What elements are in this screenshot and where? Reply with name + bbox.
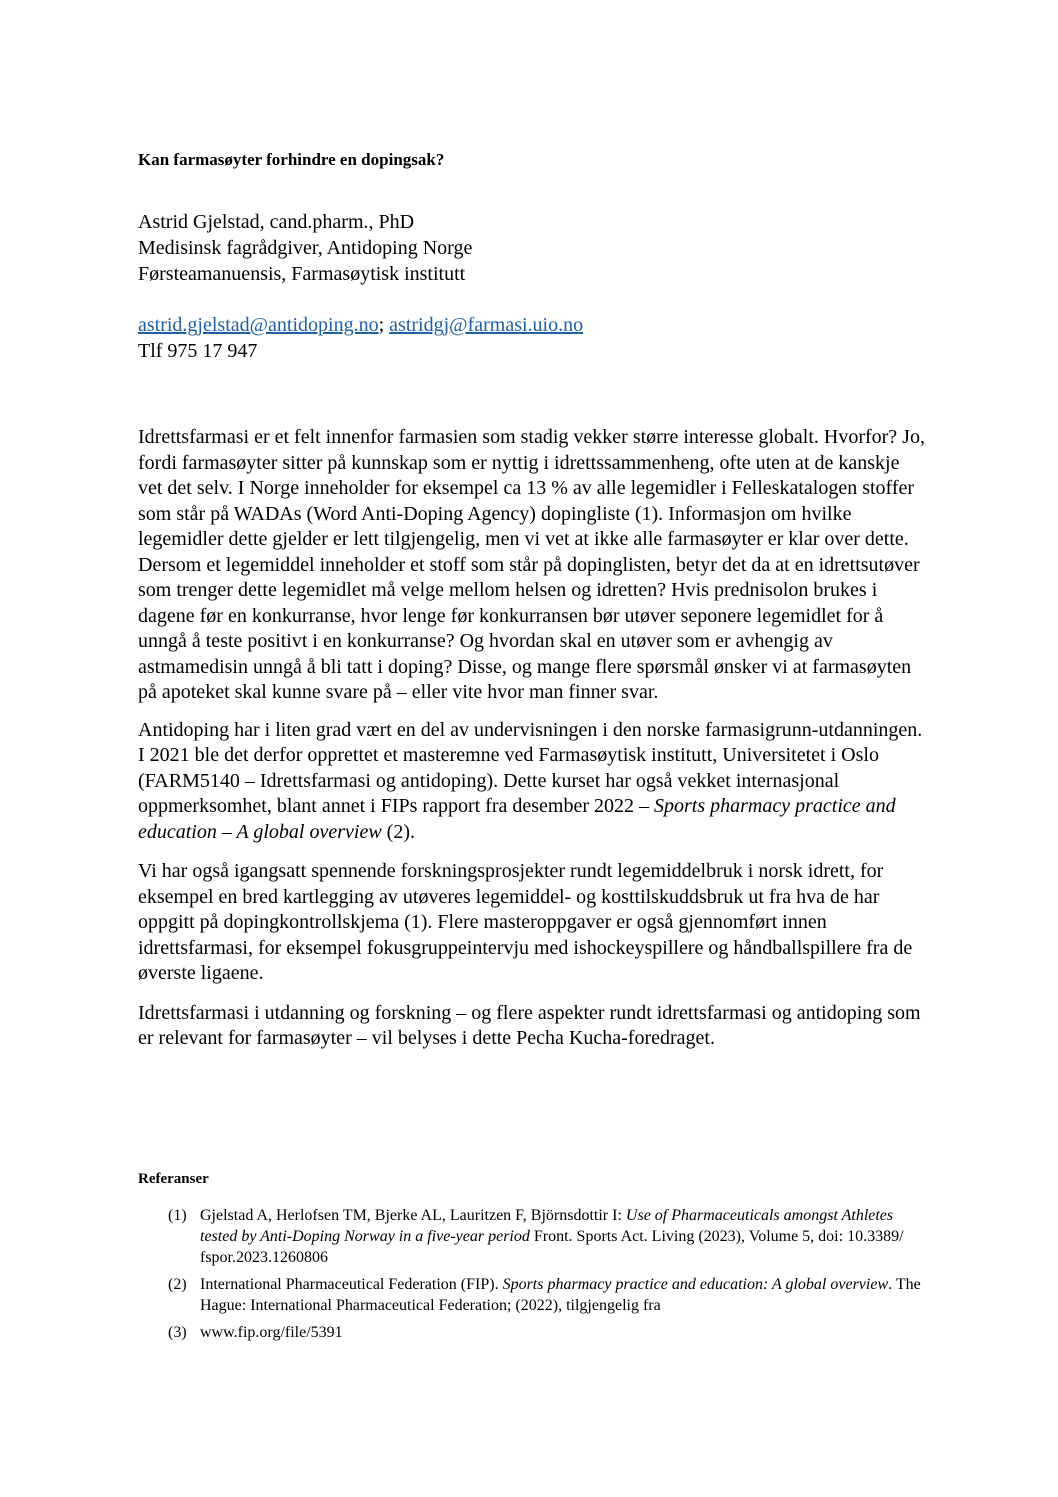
reference-text: www.fip.org/file/5391 bbox=[200, 1324, 343, 1341]
author-role: Medisinsk fagrådgiver, Antidoping Norge bbox=[138, 237, 473, 259]
paragraph-2-end: (2). bbox=[381, 820, 415, 843]
contact-block bbox=[138, 312, 583, 364]
paragraph-2 bbox=[138, 718, 928, 846]
reference-title: Use of Pharmaceuticals amongst Athletes tested by Anti-Doping Norway in a five-year period bbox=[200, 1207, 894, 1245]
reference-item bbox=[168, 1322, 928, 1343]
paragraph-2-text: Antidoping har i liten grad vært en del av undervisningen i den norske farmasigrunn-utdanningen. I 2021 ble det derfor opprettet et masteremne ved Farmasøytisk institutt, Universitetet i Oslo (FARM5140 – Idrettsfarmasi og antidoping). Dette kurset har også vekket internasjonal oppmerksomhet, blant annet i FIPs rapport fra desember 2022 – bbox=[138, 718, 923, 817]
reference-item bbox=[168, 1205, 928, 1268]
email-link-uio[interactable]: astridgj@farmasi.uio.no bbox=[389, 314, 584, 336]
paragraph-1: Idrettsfarmasi er et felt innenfor farmasien som stadig vekker større interesse globalt. Hvorfor? Jo, fordi farmasøyter sitter på kunnskap som er nyttig i idrettssammenheng, ofte uten at de kanskje vet det selv. I Norge inneholder for eksempel ca 13 % av alle legemidler i Felleskatalogen stoffer som står på WADAs (Word Anti-Doping Agency) dopingliste (1). Informasjon om hvilke legemidler dette gjelder er lett tilgjengelig, men vi vet at ikke alle farmasøyter er klar over dette. Dersom et legemiddel inneholder et stoff som står på dopinglisten, betyr det da at en idrettsutøver som trenger dette legemidlet må velge mellom helsen og idretten? Hvis prednisolon brukes i dagene før en konkurranse, hvor lenge før konkurransen bør utøver seponere legemidlet for å unngå å teste positivt i en konkurranse? Og hvordan skal en utøver som er avhengig av astmamedisin unngå å bli tatt i doping? Disse, og mange flere spørsmål ønsker vi at farmasøyten på apoteket skal kunne svare på – eller vite hvor man finner svar. bbox=[138, 426, 925, 703]
author-block bbox=[138, 209, 472, 287]
email-line bbox=[138, 312, 583, 338]
paragraph-4: Idrettsfarmasi i utdanning og forskning – og flere aspekter rundt idrettsfarmasi og antidoping som er relevant for farmasøyter – vil belyses i dette Pecha Kucha-foredraget. bbox=[138, 1001, 921, 1049]
author-affiliation: Førsteamanuensis, Farmasøytisk institutt bbox=[138, 263, 466, 285]
reference-text: International Pharmaceutical Federation (FIP). bbox=[200, 1276, 503, 1293]
paragraph-2-italic: Sports pharmacy practice and education – A global overview bbox=[138, 795, 896, 843]
body-text bbox=[138, 425, 928, 1066]
reference-source: Front. Sports Act. Living (2023), Volume 5, doi: 10.3389/ fspor.2023.1260806 bbox=[200, 1228, 904, 1266]
references-heading: Referanser bbox=[138, 1171, 209, 1187]
author-name: Astrid Gjelstad, cand.pharm., PhD bbox=[138, 211, 415, 233]
email-separator: ; bbox=[378, 314, 385, 336]
paragraph-3: Vi har også igangsatt spennende forskningsprosjekter rundt legemiddelbruk i norsk idrett, for eksempel en bred kartlegging av utøveres legemiddel- og kosttilskuddsbruk ut fra hva de har oppgitt på dopingkontrollskjema (1). Flere masteroppgaver er også gjennomført innen idrettsfarmasi, for eksempel fokusgruppeintervju med ishockeyspillere og håndballspillere fra de øverste ligaene. bbox=[138, 860, 913, 984]
reference-title: Sports pharmacy practice and education: A global overview bbox=[502, 1276, 889, 1293]
reference-text: Gjelstad A, Herlofsen TM, Bjerke AL, Lauritzen F, Björnsdottir I: bbox=[200, 1207, 626, 1224]
reference-number: (3) bbox=[168, 1324, 187, 1341]
reference-number: (2) bbox=[168, 1276, 187, 1293]
phone-number: Tlf 975 17 947 bbox=[138, 340, 258, 362]
references-list bbox=[168, 1205, 928, 1349]
document-title: Kan farmasøyter forhindre en dopingsak? bbox=[138, 150, 445, 169]
reference-number: (1) bbox=[168, 1207, 187, 1224]
reference-item bbox=[168, 1274, 928, 1316]
email-link-antidoping[interactable]: astrid.gjelstad@antidoping.no bbox=[138, 314, 379, 336]
reference-source: . The Hague: International Pharmaceutical Federation; (2022), tilgjengelig fra bbox=[200, 1276, 921, 1314]
